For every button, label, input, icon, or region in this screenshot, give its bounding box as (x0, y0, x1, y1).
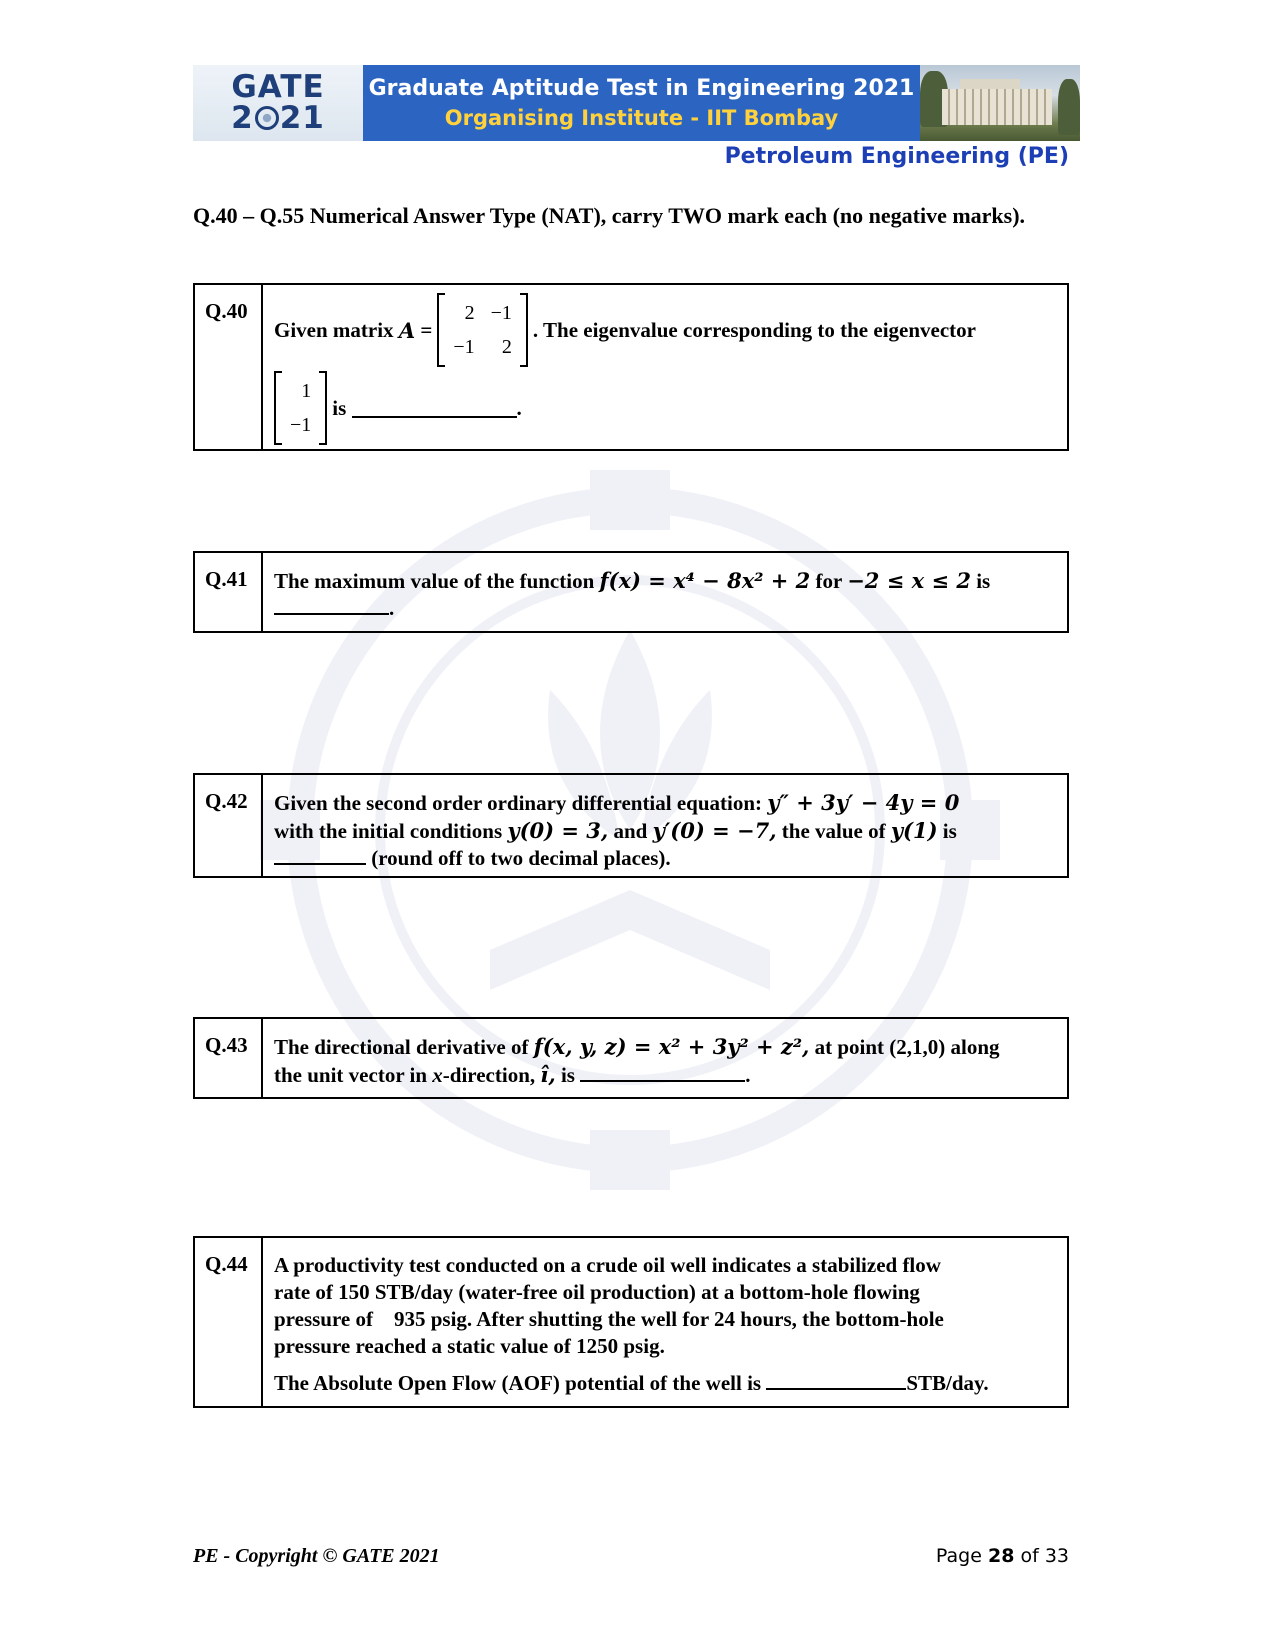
question-body: The maximum value of the function f(x) = x⁴ − 8x² + 2 for −2 ≤ x ≤ 2 is . (274, 568, 991, 620)
answer-blank (766, 1370, 906, 1390)
building-shape (942, 89, 1052, 125)
gate-logo (193, 65, 363, 141)
question-box-q44 (193, 1236, 1069, 1408)
question-number: Q.44 (195, 1238, 263, 1406)
tree-shape (1058, 79, 1080, 135)
answer-blank (580, 1062, 745, 1082)
question-box-q41 (193, 551, 1069, 633)
answer-blank (274, 595, 389, 615)
question-number: Q.41 (195, 553, 263, 631)
question-body (263, 285, 1067, 449)
answer-blank (352, 398, 517, 418)
footer-copyright: PE - Copyright © GATE 2021 (193, 1545, 440, 1567)
question-box-q42 (193, 773, 1069, 878)
section-title: Q.40 – Q.55 Numerical Answer Type (NAT), carry TWO mark each (no negative marks). (193, 203, 1026, 228)
answer-blank (274, 845, 366, 865)
question-box-q40 (193, 283, 1069, 451)
logo-text-year: 2 21 (231, 100, 325, 136)
logo-text-gate: GATE (231, 69, 325, 105)
banner-subtitle: Organising Institute - IIT Bombay (444, 106, 839, 130)
question-number: Q.40 (195, 285, 263, 449)
question-body: Given the second order ordinary differential equation: y″ + 3y′ − 4y = 0 with the initial conditions y(0) = 3, and y′(0) = −7, the value of y(1) is (round off to two decimal places). (274, 790, 960, 870)
header-banner (193, 65, 1080, 141)
question-body: A productivity test conducted on a crude oil well indicates a stabilized flow rate of 150 STB/day (water-free oil production) at a bottom-hole flowing pressure of 935 psig. After shutting the well for 24 hours, the bottom-hole pressure reached a static value of 1250 psig. The Absolute Open Flow (AOF) potential of the well is STB/day. (274, 1253, 989, 1395)
banner-title: Graduate Aptitude Test in Engineering 2021 (368, 76, 915, 101)
campus-building-image (920, 65, 1080, 141)
matrix-a: 2 −1 −1 2 (437, 293, 528, 367)
question-line: Given matrix A = 2 −1 −1 2 . The eigenvalue corresponding to the eigenvector (274, 293, 1057, 367)
subject-title: Petroleum Engineering (PE) (724, 144, 1069, 169)
footer-page-number: Page 28 of 33 (935, 1545, 1069, 1567)
question-number: Q.42 (195, 775, 263, 876)
banner-text-panel (363, 65, 920, 141)
question-box-q43 (193, 1017, 1069, 1099)
question-number: Q.43 (195, 1019, 263, 1097)
question-body: The directional derivative of f(x, y, z) = x² + 3y² + z², at point (2,1,0) along the unit vector in x-direction, î, is . (274, 1034, 1000, 1087)
logo-emblem-icon (255, 106, 279, 130)
eigenvector: 1 −1 (274, 371, 327, 445)
question-line: 1 −1 is . (274, 371, 1057, 445)
